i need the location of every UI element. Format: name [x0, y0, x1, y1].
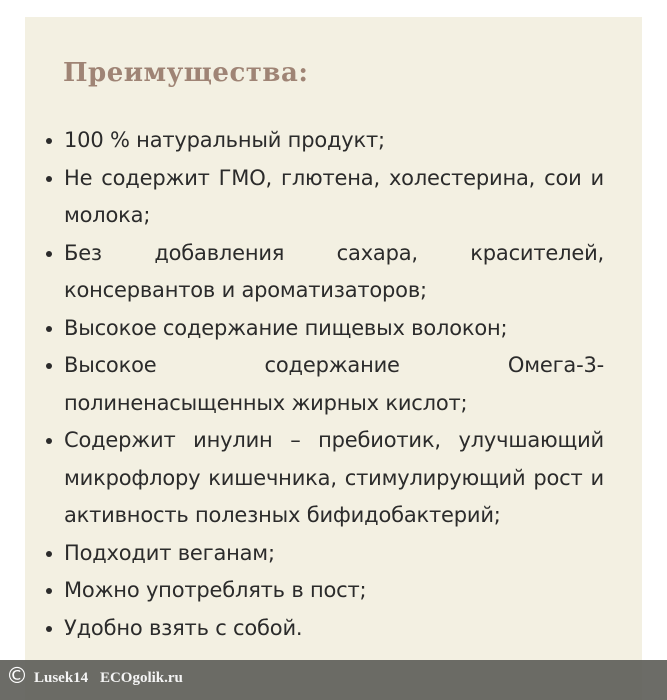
site-name: ECOgolik.ru — [99, 670, 183, 686]
list-item — [64, 235, 604, 310]
watermark-credit — [34, 670, 183, 687]
list-item-text: Высокое содержание Омега-3-полиненасыщенных жирных кислот; — [64, 353, 604, 415]
bullet-icon — [46, 138, 52, 144]
list-item-text: Подходит веганам; — [64, 540, 275, 565]
list-item-text: Можно употреблять в пост; — [64, 578, 367, 602]
list-item — [64, 347, 604, 422]
copyright-icon: © — [6, 664, 28, 689]
benefits-list — [64, 122, 604, 647]
bullet-icon — [46, 438, 52, 444]
list-item — [64, 422, 604, 535]
section-heading: Преимущества: — [63, 58, 309, 88]
list-item-text: 100 % натуральный продукт; — [64, 128, 385, 152]
list-item — [64, 160, 604, 235]
bullet-icon — [46, 551, 52, 557]
list-item — [64, 572, 604, 610]
list-item — [64, 535, 604, 573]
bullet-icon — [46, 626, 52, 632]
list-item-text: Высокое содержание пищевых волокон; — [64, 315, 508, 340]
list-item-text: Без добавления сахара, красителей, консервантов и ароматизаторов; — [64, 240, 604, 302]
list-item-text: Не содержит ГМО, глютена, холестерина, сои и молока; — [64, 165, 604, 227]
list-item — [64, 122, 604, 160]
list-item-text: Содержит инулин – пребиотик, улучшающий микрофлору кишечника, стимулирующий рост и активность полезных бифидобактерий; — [64, 428, 604, 527]
list-item — [64, 610, 604, 648]
bullet-icon — [46, 326, 52, 332]
watermark-bar — [0, 660, 667, 700]
bullet-icon — [46, 588, 52, 594]
bullet-icon — [46, 251, 52, 257]
list-item-text: Удобно взять с собой. — [64, 615, 303, 640]
bullet-icon — [46, 176, 52, 182]
list-item — [64, 310, 604, 348]
author-name: Lusek14 — [34, 670, 89, 686]
bullet-icon — [46, 363, 52, 369]
